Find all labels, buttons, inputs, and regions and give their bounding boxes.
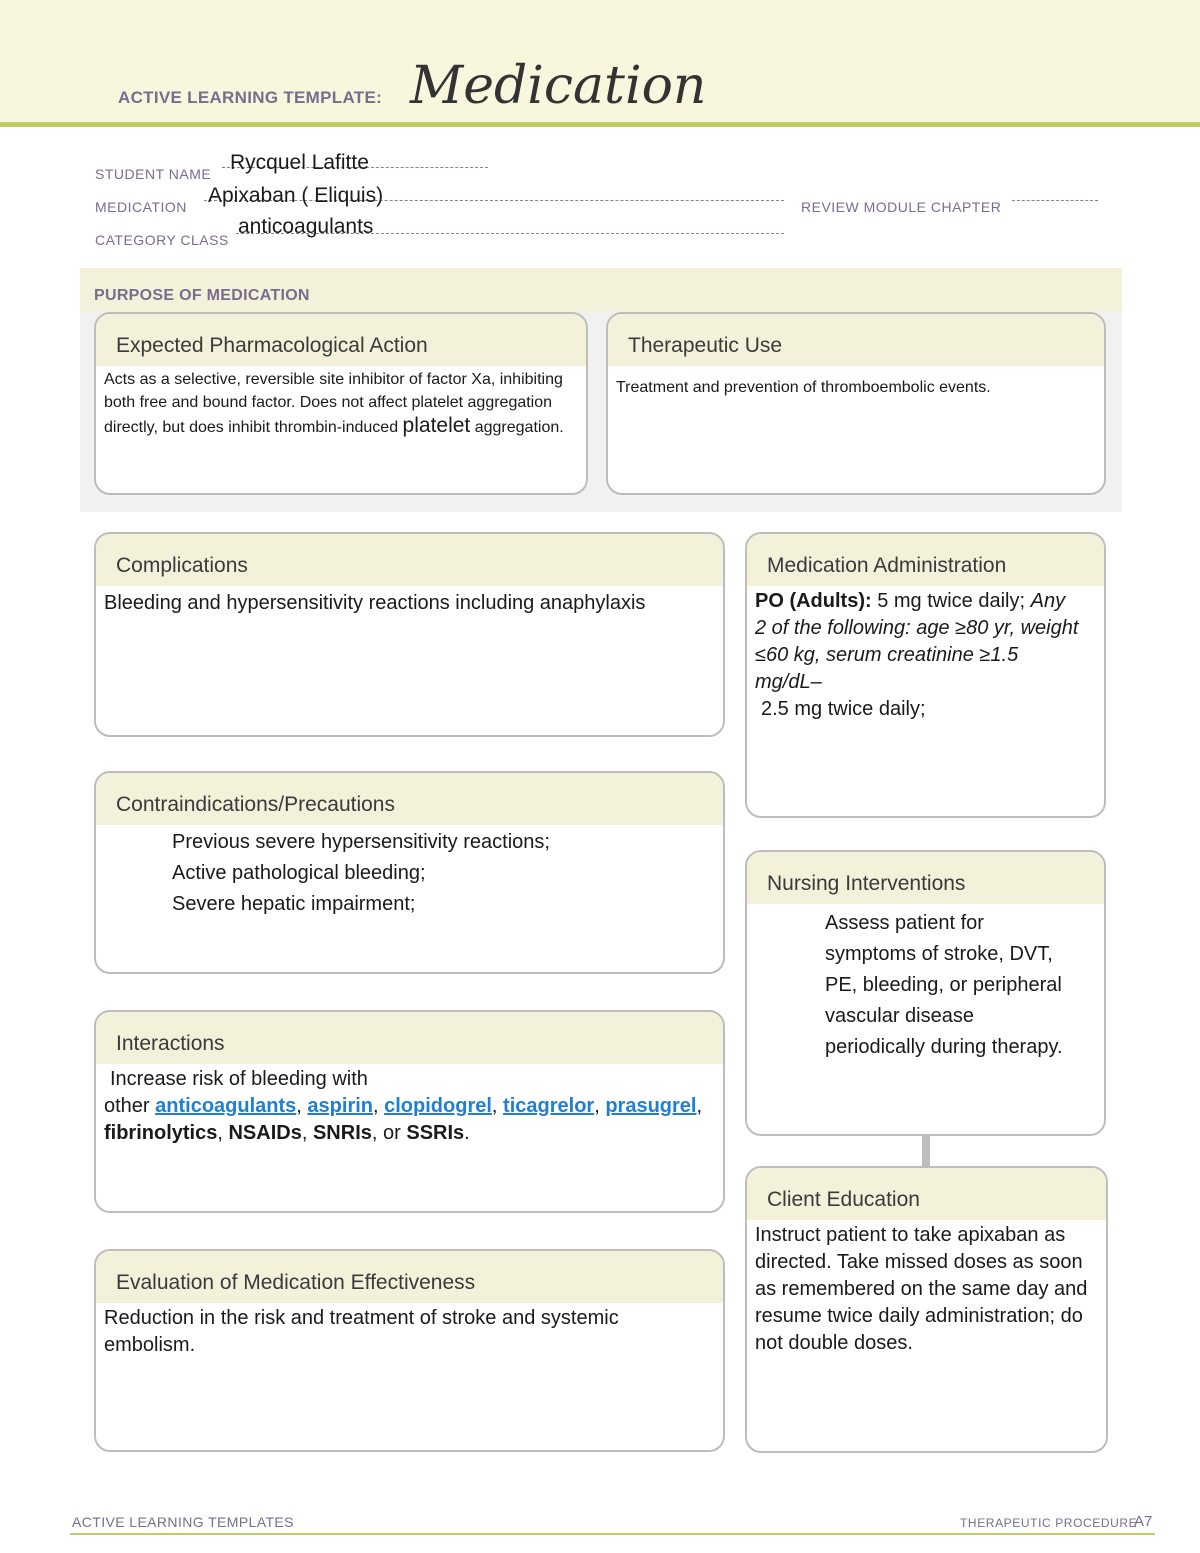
interaction-link[interactable]: prasugrel [605, 1095, 697, 1117]
interactions-or: or [383, 1122, 401, 1144]
contraindication-item: Previous severe hypersensitivity reactions; [172, 831, 550, 853]
student-name-label: STUDENT NAME [95, 166, 212, 182]
nursing-box [745, 850, 1106, 1136]
evaluation-box [94, 1249, 725, 1452]
administration-box [745, 532, 1106, 818]
connector [922, 1134, 930, 1166]
interaction-link[interactable]: aspirin [307, 1095, 373, 1117]
interaction-link[interactable]: anticoagulants [155, 1095, 297, 1117]
footer-page: A7 [1134, 1513, 1153, 1530]
therapeutic-use-title: Therapeutic Use [608, 314, 1104, 366]
purpose-label: PURPOSE OF MEDICATION [94, 287, 310, 304]
expected-action-box [94, 312, 588, 495]
interaction-item: SNRIs [312, 1122, 372, 1144]
evaluation-body[interactable]: Reduction in the risk and treatment of stroke and systemic embolism. [104, 1307, 619, 1356]
footer-rule [70, 1533, 1155, 1535]
medication-label: MEDICATION [95, 199, 187, 215]
contraindication-item: Active pathological bleeding; [172, 862, 426, 884]
review-module-label: REVIEW MODULE CHAPTER [801, 199, 1002, 215]
template-label: ACTIVE LEARNING TEMPLATE: [118, 88, 383, 107]
expected-action-text-end: aggregation. [474, 419, 564, 436]
complications-box [94, 532, 725, 737]
expected-action-title: Expected Pharmacological Action [96, 314, 586, 366]
administration-route: PO (Adults): [755, 590, 872, 612]
client-education-title: Client Education [747, 1168, 1106, 1220]
interaction-item: fibrinolytics [104, 1122, 218, 1144]
interactions-title: Interactions [96, 1012, 723, 1064]
interaction-link[interactable]: ticagrelor [503, 1095, 595, 1117]
administration-dose-2: 2.5 mg twice daily; [761, 698, 926, 720]
client-education-body[interactable]: Instruct patient to take apixaban as directed. Take missed doses as soon as remembered on the same day and resume twice daily administration; do not double doses. [755, 1224, 1088, 1354]
client-education-box [745, 1166, 1108, 1453]
page-title: Medication [410, 56, 707, 116]
expected-action-body[interactable] [96, 366, 586, 445]
interactions-other: other [104, 1095, 150, 1117]
review-module-line [1012, 200, 1098, 201]
header-rule [0, 122, 1200, 127]
interaction-link[interactable]: clopidogrel [384, 1095, 492, 1117]
complications-title: Complications [96, 534, 723, 586]
administration-body[interactable] [747, 586, 1104, 729]
interactions-body[interactable]: Increase risk of bleeding with other anticoagulants, aspirin, clopidogrel, ticagrelor, prasugrel, fibrinolytics, NSAIDs, SNRIs, or SSRIs. [96, 1064, 723, 1153]
interaction-item: SSRIs [406, 1122, 465, 1144]
complications-body[interactable]: Bleeding and hypersensitivity reactions including anaphylaxis [104, 592, 646, 614]
therapeutic-use-body[interactable]: Treatment and prevention of thromboembolic events. [616, 379, 991, 396]
nursing-title: Nursing Interventions [747, 852, 1104, 904]
category-class-label: CATEGORY CLASS [95, 232, 229, 248]
interactions-intro: Increase risk of bleeding with [110, 1068, 368, 1090]
contraindication-item: Severe hepatic impairment; [172, 893, 416, 915]
contraindications-body[interactable] [96, 825, 723, 926]
evaluation-title: Evaluation of Medication Effectiveness [96, 1251, 723, 1303]
therapeutic-use-box [606, 312, 1106, 495]
expected-action-text: Acts as a selective, reversible site inhibitor of factor Xa, inhibiting both free and bound factor. Does not affect platelet aggregation directly, but does inhibit thrombin-induced [104, 371, 563, 436]
medication-value[interactable]: Apixaban ( Eliquis) [208, 184, 384, 207]
expected-action-text-large: platelet [402, 414, 471, 437]
contraindications-box [94, 771, 725, 974]
administration-condition: Any 2 of the following: age ≥80 yr, weight ≤60 kg, serum creatinine ≥1.5 mg/dL– [755, 590, 1079, 693]
category-class-value[interactable]: anticoagulants [238, 215, 374, 238]
interaction-item: NSAIDs [228, 1122, 302, 1144]
administration-dose-1: 5 mg twice daily; [877, 590, 1026, 612]
footer-right: THERAPEUTIC PROCEDURE [960, 1516, 1138, 1530]
interactions-box [94, 1010, 725, 1213]
footer-left: ACTIVE LEARNING TEMPLATES [72, 1514, 294, 1530]
nursing-body[interactable]: Assess patient for symptoms of stroke, DVT, PE, bleeding, or peripheral vascular disease periodically during therapy. [825, 912, 1063, 1058]
administration-title: Medication Administration [747, 534, 1104, 586]
contraindications-title: Contraindications/Precautions [96, 773, 723, 825]
student-name-value[interactable]: Rycquel Lafitte [230, 151, 369, 174]
